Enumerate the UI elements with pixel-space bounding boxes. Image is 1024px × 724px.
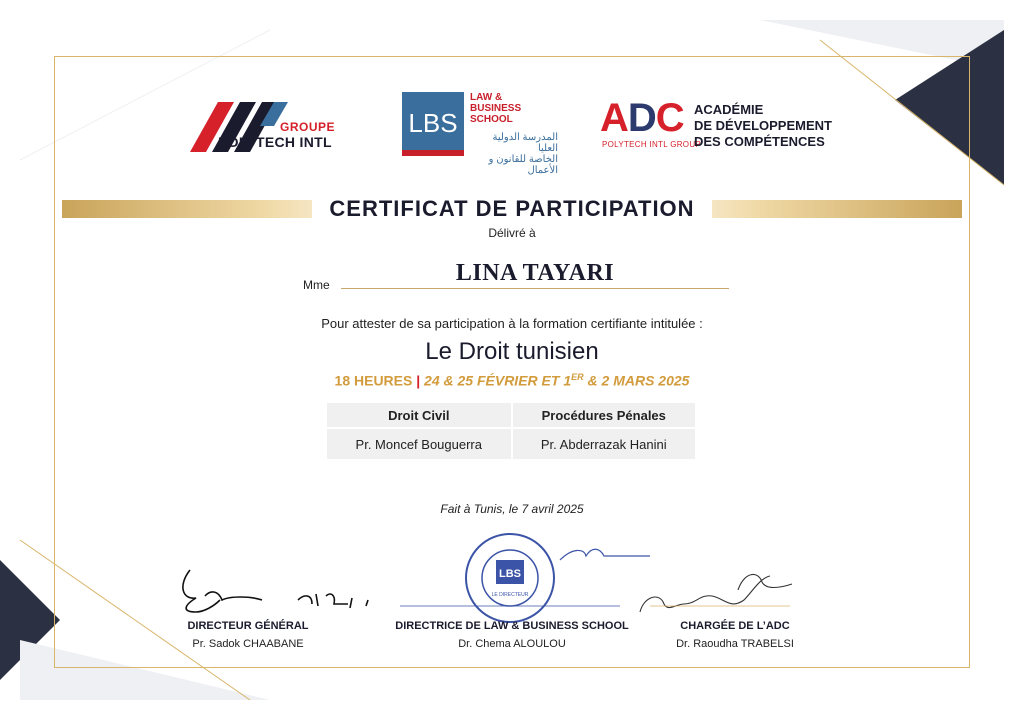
svg-text:LBS: LBS [499,568,521,580]
signatory-role: DIRECTRICE DE LAW & BUSINESS SCHOOL [395,620,629,632]
instructor-cell: Pr. Abderrazak Hanini [513,429,695,459]
recipient-name: LINA TAYARI [455,260,615,286]
signatory-role: DIRECTEUR GÉNÉRAL [187,620,309,632]
school-stamp [462,530,558,626]
signatory-role: CHARGÉE DE L’ADC [680,620,790,632]
polytech-logo: GROUPE POLYTECH INTL [188,96,338,154]
signatory-name: Dr. Chema ALOULOU [458,638,566,650]
formation-title: Le Droit tunisien [425,338,599,365]
signatory-name: Dr. Raoudha TRABELSI [676,638,794,650]
delivered-to: Délivré à [488,226,536,240]
issue-date: Fait à Tunis, le 7 avril 2025 [440,502,584,516]
certificate-title: CERTIFICAT DE PARTICIPATION [329,196,695,221]
salutation: Mme [303,278,330,292]
signatory-name: Pr. Sadok CHAABANE [192,638,304,650]
instructor-cell: Pr. Moncef Bouguerra [327,429,511,459]
attest-text: Pour attester de sa participation à la formation certifiante intitulée : [321,316,703,331]
lbs-logo: LBS LAW & BUSINESS SCHOOL المدرسة الدولية العليا الخاصة للقانون و الأعمال [402,92,560,158]
course-header: Procédures Pénales [513,403,695,427]
adc-logo: ADC POLYTECH INTL GROUP ACADÉMIE DE DÉVELOPPEMENT DES COMPÉTENCES [600,96,832,149]
svg-text:LE DIRECTEUR: LE DIRECTEUR [491,592,529,598]
course-header: Droit Civil [327,403,511,427]
formation-dates: 18 HEURES | 24 & 25 FÉVRIER ET 1ER & 2 MARS 2025 [334,372,690,389]
